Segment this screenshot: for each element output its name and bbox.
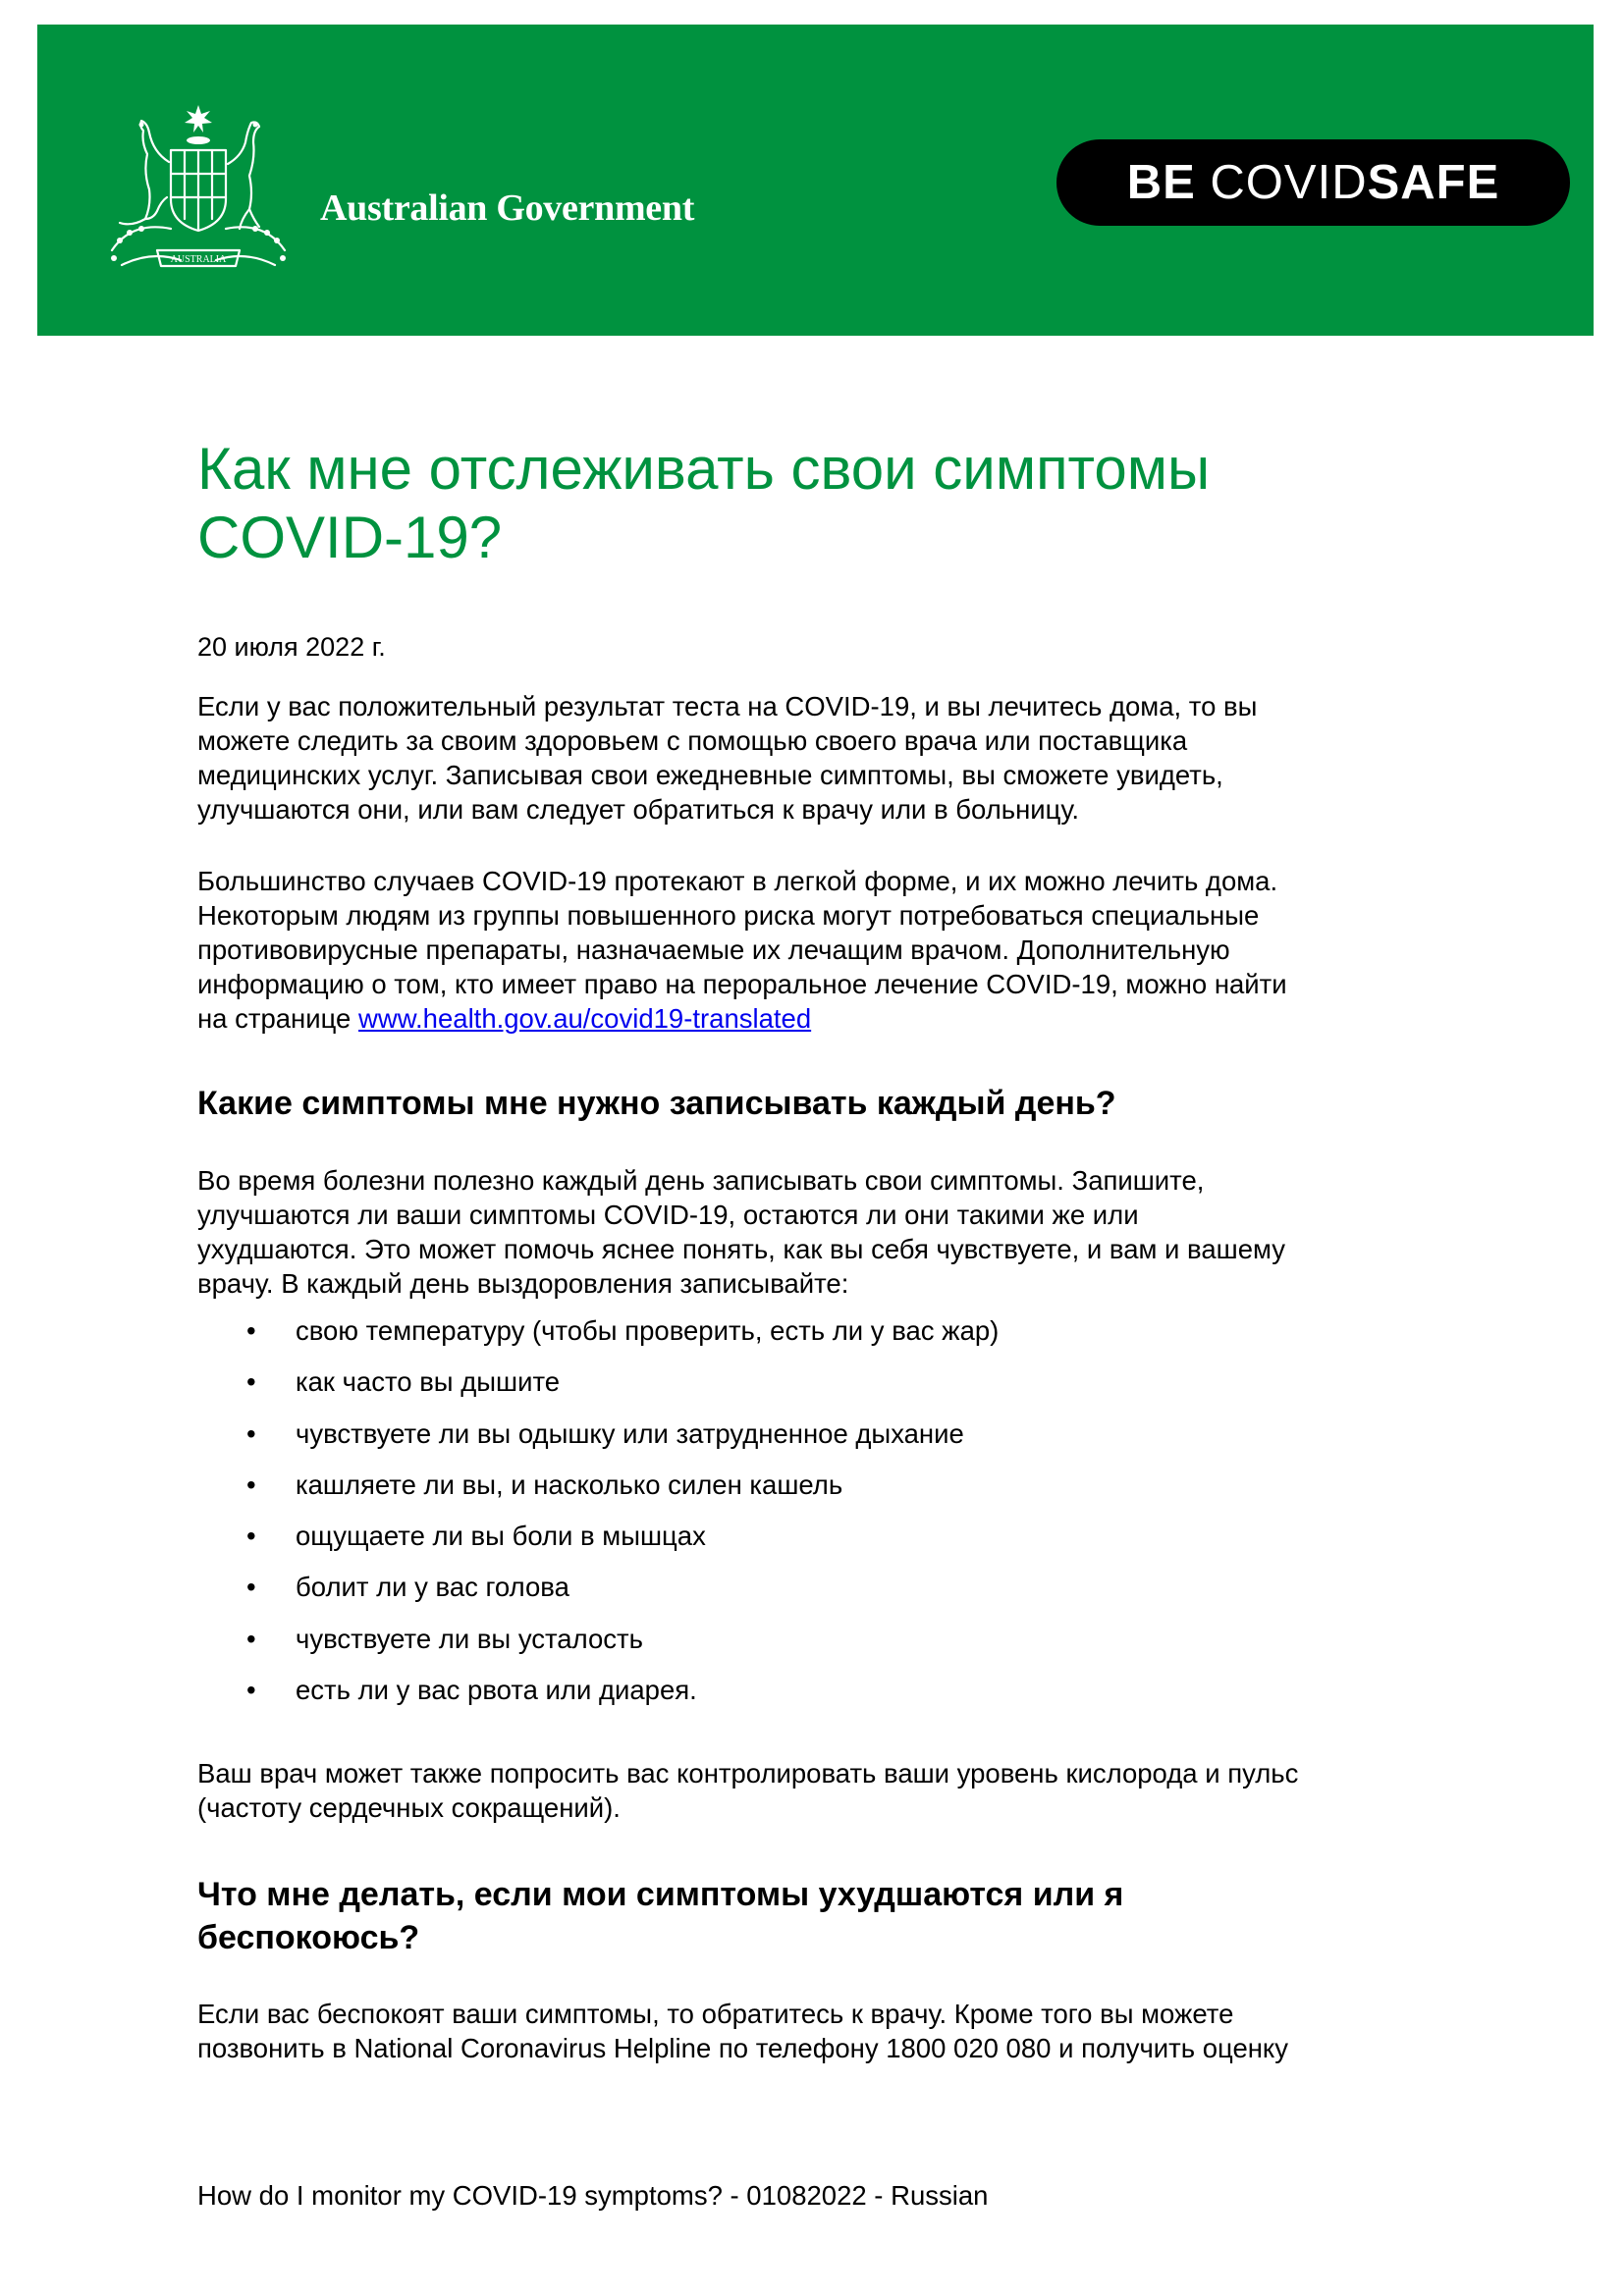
- list-item-text: есть ли у вас рвота или диарея.: [296, 1675, 697, 1706]
- section-heading-worse: [197, 1873, 1474, 1959]
- page-title-line-2: COVID-19?: [197, 505, 503, 570]
- header-banner: [37, 25, 1594, 336]
- bullet-glyph: •: [246, 1623, 256, 1654]
- section-heading-line: беспокоюсь?: [197, 1919, 420, 1956]
- health-translated-link[interactable]: www.health.gov.au/covid19-translated: [357, 1003, 812, 1034]
- intro-p2-line: [197, 1001, 1474, 1036]
- list-item: [197, 1673, 1474, 1724]
- australian-coat-of-arms-icon: [92, 103, 304, 282]
- intro-p2-line: противовирусные препараты, назначаемые их лечащим врачом. Дополнительную: [197, 934, 1230, 965]
- bullet-glyph: •: [246, 1417, 256, 1449]
- bullet-glyph: •: [246, 1521, 256, 1552]
- symptoms-line: врачу. В каждый день выздоровления записывайте:: [197, 1268, 849, 1299]
- crest-ribbon-text: AUSTRALIA: [170, 254, 227, 265]
- page-footer: How do I monitor my COVID-19 symptoms? - 01082022 - Russian: [197, 2180, 989, 2211]
- list-item: [197, 1622, 1474, 1673]
- section-heading-symptoms: [197, 1082, 1474, 1125]
- be-covidsafe-badge: [1056, 139, 1570, 226]
- list-item: [197, 1364, 1474, 1415]
- list-item: [197, 1313, 1474, 1364]
- publication-date: 20 июля 2022 г.: [197, 632, 386, 662]
- intro-p1-line: улучшаются они, или вам следует обратиться к врачу или в больницу.: [197, 794, 1080, 825]
- symptoms-paragraph: [197, 1163, 1474, 1301]
- intro-p2-line: информацию о том, кто имеет право на пероральное лечение COVID-19, можно найти: [197, 969, 1287, 999]
- bullet-glyph: •: [246, 1468, 256, 1500]
- section-heading-line: Что мне делать, если мои симптомы ухудшаются или я: [197, 1876, 1124, 1913]
- intro-p2-link-prefix: на странице: [197, 1003, 358, 1034]
- section-heading-line: Какие симптомы мне нужно записывать каждый день?: [197, 1085, 1116, 1122]
- bullet-glyph: •: [246, 1675, 256, 1706]
- list-item: [197, 1468, 1474, 1519]
- oxygen-line: (частоту сердечных сокращений).: [197, 1792, 621, 1823]
- list-item-text: ощущаете ли вы боли в мышцах: [296, 1521, 706, 1552]
- list-item-text: как часто вы дышите: [296, 1366, 561, 1398]
- list-item-text: свою температуру (чтобы проверить, есть ли у вас жар): [296, 1315, 1000, 1346]
- intro-p2-line: Большинство случаев COVID-19 протекают в легкой форме, и их можно лечить дома.: [197, 866, 1278, 896]
- bullet-glyph: •: [246, 1572, 256, 1603]
- symptoms-line: ухудшаются. Это может помочь яснее понять, как вы себя чувствуете, и вам и вашему: [197, 1234, 1285, 1264]
- government-name: Australian Government: [320, 187, 695, 229]
- intro-p2-line: Некоторым людям из группы повышенного риска могут потребоваться специальные: [197, 900, 1260, 931]
- bullet-glyph: •: [246, 1315, 256, 1346]
- page-title: [197, 435, 1474, 572]
- symptoms-line: улучшаются ли ваши симптомы COVID-19, остаются ли они такими же или: [197, 1200, 1139, 1230]
- list-item: [197, 1416, 1474, 1468]
- intro-p1-line: медицинских услуг. Записывая свои ежедневные симптомы, вы сможете увидеть,: [197, 760, 1223, 790]
- symptoms-list: [197, 1313, 1474, 1724]
- list-item-text: кашляете ли вы, и насколько силен кашель: [296, 1468, 843, 1500]
- oxygen-paragraph: [197, 1756, 1474, 1825]
- list-item: [197, 1570, 1474, 1621]
- intro-p1-line: Если у вас положительный результат теста на COVID-19, и вы лечитесь дома, то вы: [197, 691, 1258, 721]
- oxygen-line: Ваш врач может также попросить вас контролировать ваши уровень кислорода и пульс: [197, 1758, 1299, 1789]
- list-item-text: чувствуете ли вы усталость: [296, 1623, 643, 1654]
- page-title-line-1: Как мне отслеживать свои симптомы: [197, 436, 1211, 502]
- list-item-text: чувствуете ли вы одышку или затрудненное дыхание: [296, 1417, 964, 1449]
- badge-safe: SAFE: [1367, 156, 1500, 209]
- intro-paragraph-1: [197, 689, 1474, 827]
- list-item-text: болит ли у вас голова: [296, 1572, 569, 1603]
- worse-line: Если вас беспокоят ваши симптомы, то обратитесь к врачу. Кроме того вы можете: [197, 1999, 1234, 2029]
- worse-line: позвонить в National Coronavirus Helpline по телефону 1800 020 080 и получить оценку: [197, 2033, 1289, 2063]
- badge-covid: COVID: [1210, 156, 1368, 209]
- worse-paragraph: [197, 1997, 1474, 2065]
- intro-paragraph-2: [197, 864, 1474, 1036]
- intro-p1-line: можете следить за своим здоровьем с помощью своего врача или поставщика: [197, 725, 1188, 756]
- bullet-glyph: •: [246, 1366, 256, 1398]
- symptoms-line: Во время болезни полезно каждый день записывать свои симптомы. Запишите,: [197, 1165, 1205, 1196]
- list-item: [197, 1519, 1474, 1570]
- badge-be: BE: [1126, 156, 1211, 209]
